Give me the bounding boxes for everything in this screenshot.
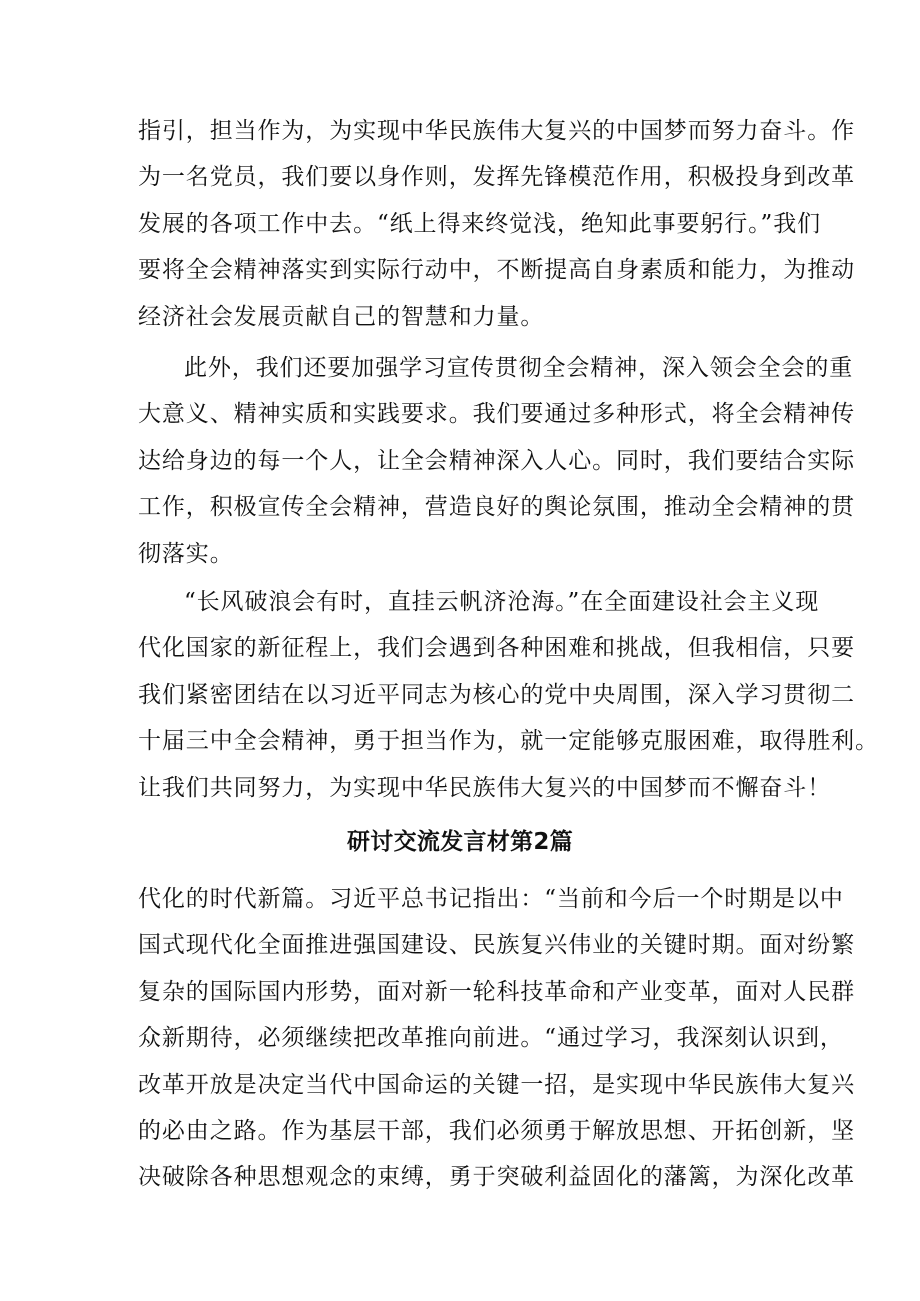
text-line: 众新期待，必须继续把改革推向前进。“通过学习，我深刻认识到， — [138, 1025, 844, 1052]
text-line: 指引，担当作为，为实现中华民族伟大复兴的中国梦而努力奋斗。作 — [138, 118, 855, 144]
text-line: 我们紧密团结在以习近平同志为核心的党中央周围，深入学习贯彻二 — [138, 681, 855, 708]
text-line: 改革开放是决定当代中国命运的关键一招，是实现中华民族伟大复兴 — [138, 1071, 855, 1098]
text-line: 经济社会发展贡献自己的智慧和力量。 — [138, 303, 545, 330]
text-line: 要将全会精神落实到实际行动中，不断提高自身素质和能力，为推动 — [138, 257, 855, 284]
text-line: 代化国家的新征程上，我们会遇到各种困难和挑战，但我相信，只要 — [138, 635, 855, 662]
paragraph-3 — [138, 579, 879, 811]
text-line: 大意义、精神实质和实践要求。我们要通过多种形式，将全会精神传 — [138, 401, 855, 428]
text-line: 为一名党员，我们要以身作则，发挥先锋模范作用，积极投身到改革 — [138, 164, 855, 191]
section-heading: 研讨交流发言材第2篇 — [346, 829, 573, 855]
text-line: 国式现代化全面推进强国建设、民族复兴伟业的关键时期。面对纷繁 — [138, 932, 855, 959]
text-line: 达给身边的每一个人，让全会精神深入人心。同时，我们要结合实际 — [138, 447, 855, 474]
text-line: 此外，我们还要加强学习宣传贯彻全会精神，深入领会全会的重 — [184, 355, 854, 381]
text-line: 的必由之路。作为基层干部，我们必须勇于解放思想、开拓创新，坚 — [138, 1117, 855, 1144]
text-line: 工作，积极宣传全会精神，营造良好的舆论氛围，推动全会精神的贯 — [138, 494, 855, 521]
paragraph-1 — [138, 108, 855, 340]
text-line: 彻落实。 — [138, 540, 234, 567]
text-line: 发展的各项工作中去。“纸上得来终觉浅，绝知此事要躬行。”我们 — [138, 210, 822, 237]
paragraph-4 — [138, 876, 855, 1201]
text-line: 十届三中全会精神，勇于担当作为，就一定能够克服困难，取得胜利。 — [138, 728, 879, 755]
text-line: 复杂的国际国内形势，面对新一轮科技革命和产业变革，面对人民群 — [138, 978, 855, 1005]
paragraph-2 — [138, 345, 855, 577]
text-line: 代化的时代新篇。习近平总书记指出：“当前和今后一个时期是以中 — [138, 886, 844, 912]
text-line: “长风破浪会有时，直挂云帆济沧海。”在全面建设社会主义现 — [184, 589, 820, 615]
text-line: 决破除各种思想观念的束缚，勇于突破利益固化的藩篱，为深化改革 — [138, 1164, 855, 1191]
text-line: 让我们共同努力，为实现中华民族伟大复兴的中国梦而不懈奋斗！ — [138, 774, 832, 801]
